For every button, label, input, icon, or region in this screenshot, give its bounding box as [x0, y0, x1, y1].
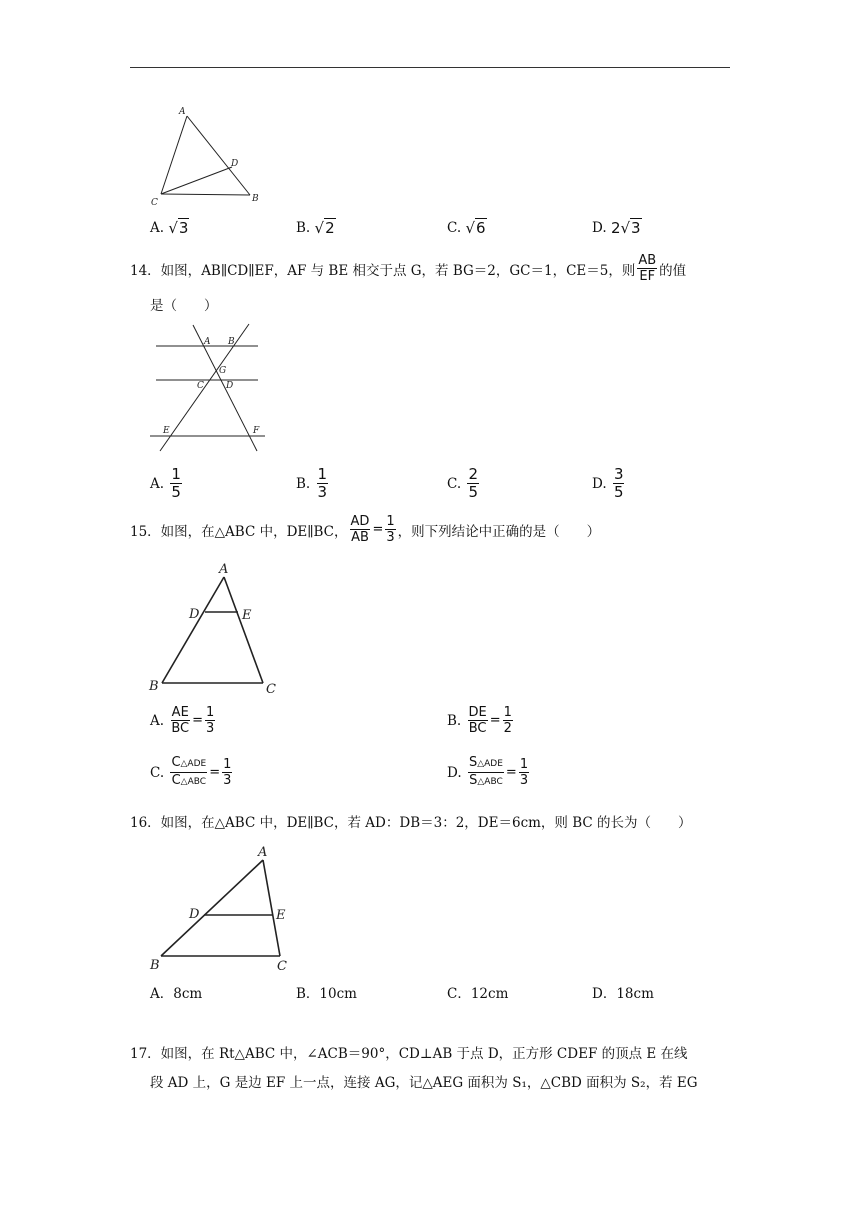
q14-option-a: A. $\frac{1}{5}$	[150, 465, 181, 501]
q15-stem: 15．如图，在△ABC 中，DE∥BC， $\frac{AD}{AB}$ = $\frac{1}{3}$ ，则下列结论中正确的是（ ）	[130, 514, 601, 545]
q13-label-D: D	[231, 159, 239, 169]
q15-option-a: A. $\frac{AE}{BC}$ = $\frac{1}{3}$	[150, 705, 215, 736]
q13-label-A: A	[179, 107, 186, 117]
q15-label-E: E	[242, 608, 252, 623]
q14-option-b: B. $\frac{1}{3}$	[296, 465, 328, 501]
q15-label-A: A	[219, 562, 229, 577]
q14-label-G: G	[219, 366, 227, 376]
q13-option-d: D. 2√3	[592, 219, 641, 237]
q16-label-E: E	[276, 908, 286, 923]
q17-stem-line2: 段 AD 上，G 是边 EF 上一点，连接 AG，记△AEG 面积为 S₁，△CBD 面积为 S₂，若 EG	[150, 1075, 698, 1091]
header-rule	[130, 67, 730, 68]
q16-stem: 16．如图，在△ABC 中，DE∥BC，若 AD：DB＝3：2，DE＝6cm，则 BC 的长为（ ）	[130, 815, 692, 831]
q14-stem-line1: 14．如图， AB∥CD∥EF，AF 与 BE 相交于点 G，若 BG＝2，GC＝1，CE＝5，则 $\frac{AB}{EF}$ 的值	[130, 253, 687, 284]
q16-option-c: C．12cm	[447, 986, 509, 1002]
q15-option-c: C. $\frac{\text{C△ADE}}{\text{C△ABC}}$ = $\frac{1}{3}$	[150, 755, 232, 788]
q16-label-D: D	[189, 907, 200, 922]
q15-label-D: D	[189, 607, 200, 622]
q14-label-A: A	[204, 337, 211, 347]
q15-label-C: C	[266, 682, 276, 697]
q16-option-a: A．8cm	[150, 986, 203, 1002]
q16-label-B: B	[150, 958, 160, 973]
q15-label-B: B	[149, 679, 159, 694]
q13-option-c: C. √6	[447, 219, 486, 237]
q16-label-A: A	[258, 845, 268, 860]
q13-label-B: B	[252, 194, 259, 204]
q13-label-C: C	[151, 198, 158, 208]
q14-label-B: B	[228, 337, 235, 347]
q14-option-c: C. $\frac{2}{5}$	[447, 465, 478, 501]
q15-option-b: B. $\frac{DE}{BC}$ = $\frac{1}{2}$	[447, 705, 512, 736]
q13-option-b: B. √2	[296, 219, 335, 237]
q14-label-C: C	[197, 381, 204, 391]
q14-label-D: D	[226, 381, 234, 391]
q16-label-C: C	[277, 959, 287, 974]
q16-option-d: D．18cm	[592, 986, 654, 1002]
q17-stem-line1: 17．如图，在 Rt△ABC 中，∠ACB＝90°，CD⊥AB 于点 D，正方形 CDEF 的顶点 E 在线	[130, 1046, 688, 1062]
q14-stem-line2: 是（ ）	[150, 298, 218, 314]
q16-option-b: B．10cm	[296, 986, 357, 1002]
q14-option-d: D. $\frac{3}{5}$	[592, 465, 624, 501]
q13-option-a: A. √3	[150, 219, 189, 237]
q14-label-E: E	[163, 426, 170, 436]
q14-ratio: $\frac{AB}{EF}$	[638, 253, 657, 284]
q15-option-d: D. $\frac{\text{S△ADE}}{\text{S△ABC}}$ = $\frac{1}{3}$	[447, 755, 529, 788]
q14-label-F: F	[253, 426, 260, 436]
